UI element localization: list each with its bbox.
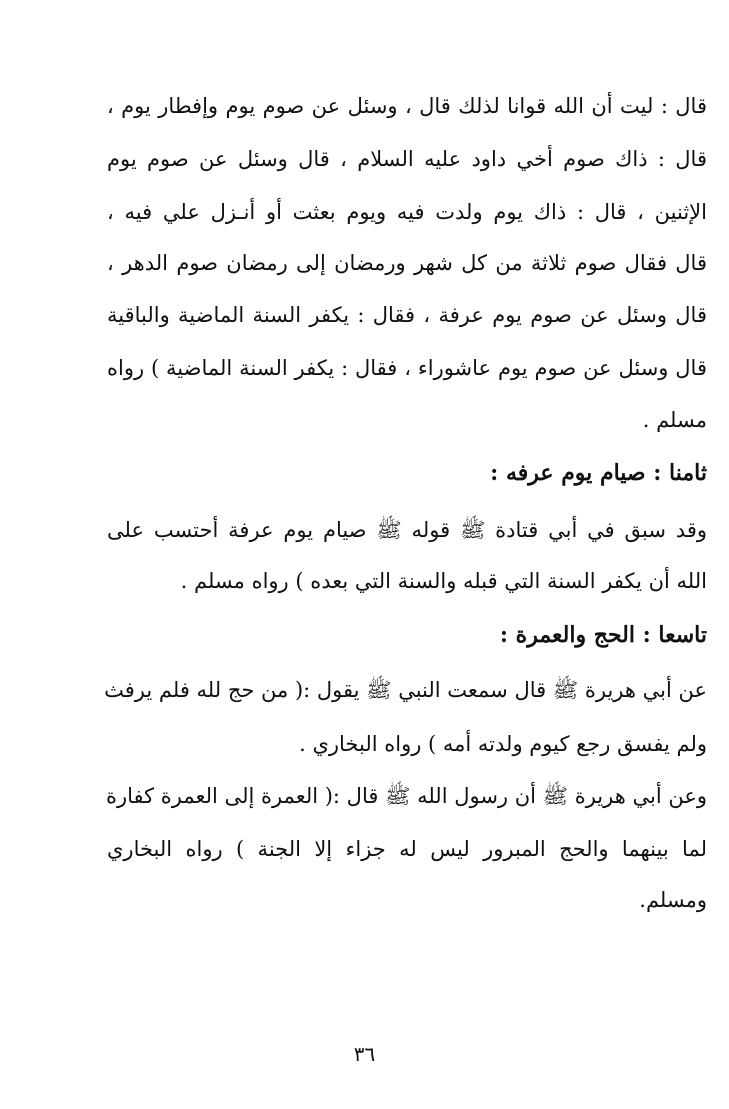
text-line: الله أن يكفر السنة التي قبله والسنة التي بعده ) رواه مسلم .: [180, 569, 707, 593]
text-line: لما بينهما والحج المبرور ليس له جزاء إلا الجنة ) رواه البخاري: [107, 837, 707, 861]
section-heading-eighth: ثامنا : صيام يوم عرفه :: [490, 460, 707, 486]
page-number: ٣٦: [353, 1042, 376, 1066]
text-line: ولم يفسق رجع كيوم ولدته أمه ) رواه البخاري .: [299, 732, 707, 756]
text-line: وقد سبق في أبي قتادة ﷺ قوله ﷺ صيام يوم عرفة أحتسب على: [107, 518, 707, 542]
text-line: قال : ذاك صوم أخي داود عليه السلام ، قال وسئل عن صوم يوم: [107, 147, 707, 171]
text-line: قال : ليت أن الله قوانا لذلك قال ، وسئل عن صوم يوم وإفطار يوم ،: [107, 94, 707, 118]
text-line: قال وسئل عن صوم يوم عاشوراء ، فقال : يكفر السنة الماضية ) رواه: [107, 356, 707, 380]
text-line: ومسلم.: [639, 888, 707, 912]
text-line: وعن أبي هريرة ﷺ أن رسول الله ﷺ قال :( العمرة إلى العمرة كفارة: [105, 784, 707, 808]
text-line: قال فقال صوم ثلاثة من كل شهر ورمضان إلى رمضان صوم الدهر ،: [107, 251, 707, 275]
text-line: الإثنين ، قال : ذاك يوم ولدت فيه ويوم بعثت أو أنـزل علي فيه ،: [107, 200, 707, 224]
text-line: مسلم .: [642, 408, 707, 432]
text-line: قال وسئل عن صوم يوم عرفة ، فقال : يكفر السنة الماضية والباقية: [107, 303, 707, 327]
section-heading-ninth: تاسعا : الحج والعمرة :: [499, 622, 707, 648]
text-line: عن أبي هريرة ﷺ قال سمعت النبي ﷺ يقول :( من حج لله فلم يرفث: [104, 678, 707, 702]
